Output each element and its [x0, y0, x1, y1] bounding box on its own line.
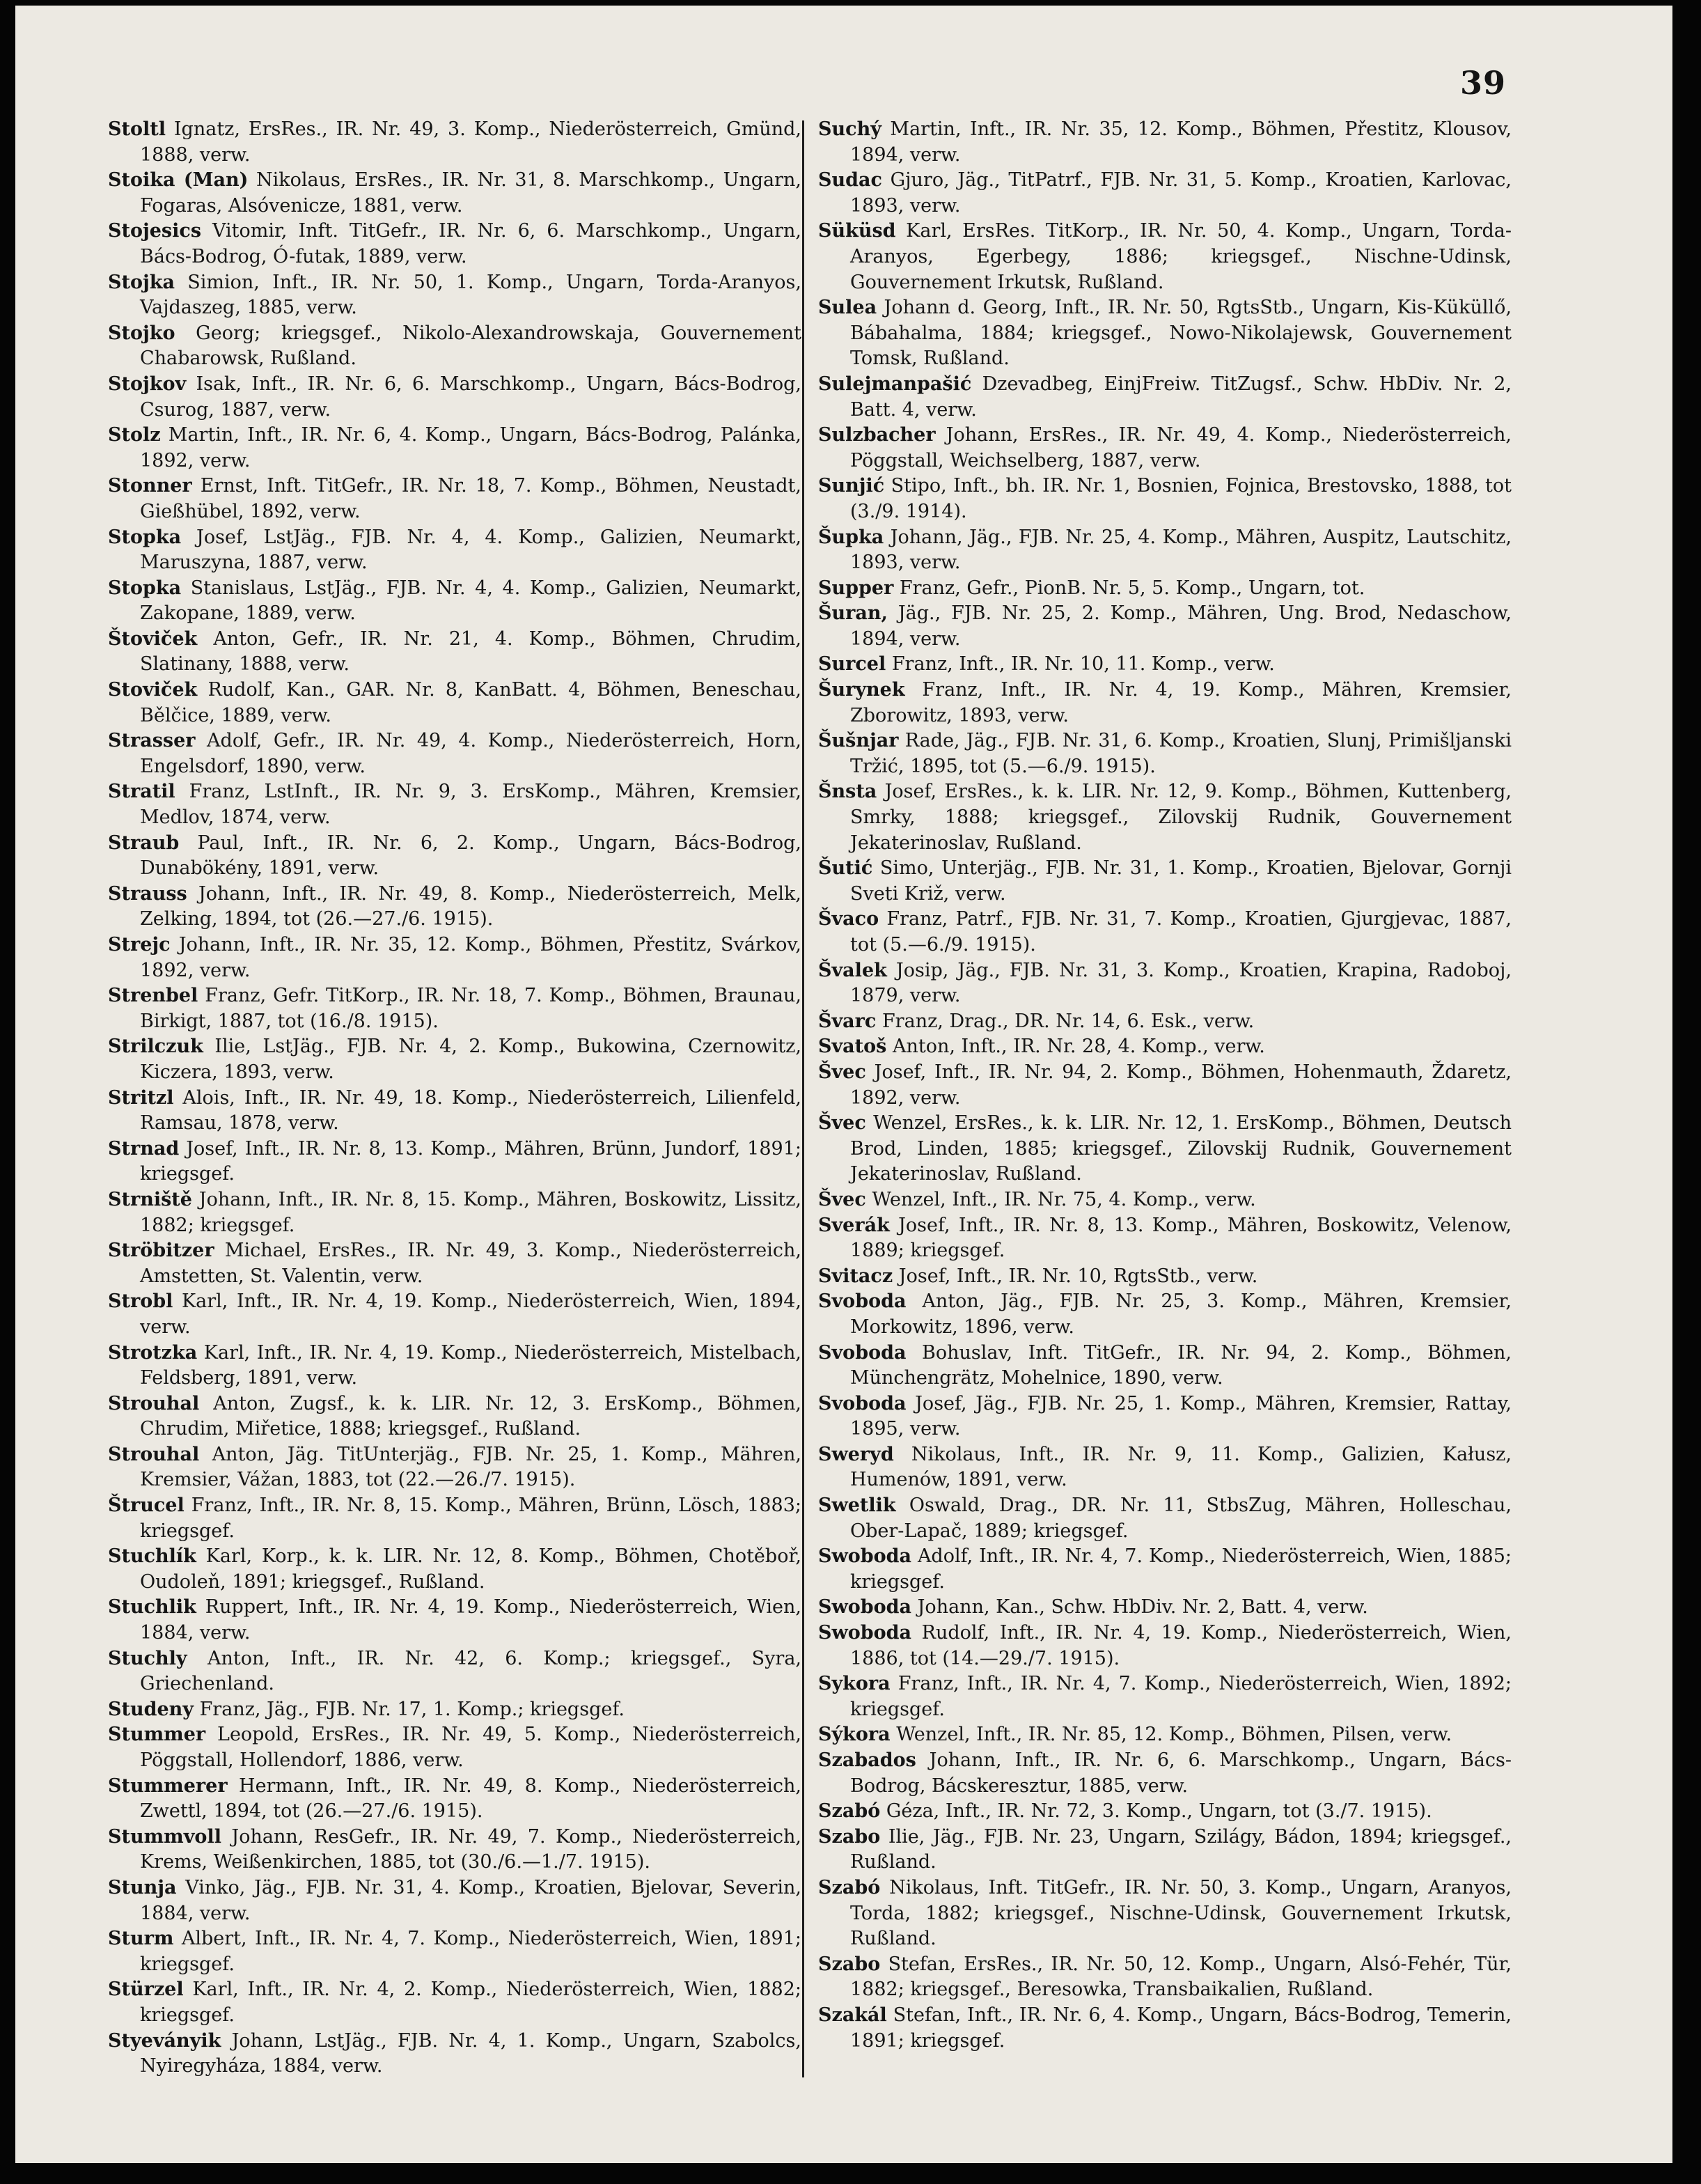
entry-surname: Švarc — [818, 1010, 877, 1032]
list-item — [818, 1671, 1512, 1722]
entry-details: Stefan, ErsRes., IR. Nr. 50, 12. Komp., Ungarn, Alsó-Fehér, Tür, 1882; kriegsgef., Beresowka, Transbaikalien, Rußland. — [850, 1953, 1512, 2001]
entry-details: Isak, Inft., IR. Nr. 6, 6. Marschkomp., Ungarn, Bács-Bodrog, Csurog, 1887, verw. — [140, 373, 801, 421]
entry-details: Anton, Inft., IR. Nr. 42, 6. Komp.; kriegsgef., Syra, Griechenland. — [140, 1647, 801, 1695]
list-item — [818, 1595, 1512, 1621]
entry-surname: Strotzka — [108, 1341, 198, 1364]
list-item — [818, 423, 1512, 474]
list-item — [108, 576, 801, 627]
list-item — [108, 1289, 801, 1340]
entry-details: Karl, Korp., k. k. LIR. Nr. 12, 8. Komp., Böhmen, Chotěboř, Oudoleň, 1891; kriegsgef., Rußland. — [140, 1545, 801, 1593]
entry-details: Adolf, Gefr., IR. Nr. 49, 4. Komp., Niederösterreich, Horn, Engelsdorf, 1890, verw. — [140, 730, 801, 777]
entry-surname: Strauss — [108, 882, 187, 905]
entry-details: Johann, Kan., Schw. HbDiv. Nr. 2, Batt. 4, verw. — [917, 1596, 1368, 1618]
entry-surname: Stratil — [108, 781, 175, 803]
list-item — [818, 1825, 1512, 1875]
entry-surname: Švec — [818, 1061, 866, 1083]
list-item — [108, 1238, 801, 1289]
list-item — [818, 1034, 1512, 1060]
entry-details: Anton, Gefr., IR. Nr. 21, 4. Komp., Böhmen, Chrudim, Slatinany, 1888, verw. — [140, 627, 801, 676]
entry-details: Franz, Inft., IR. Nr. 10, 11. Komp., verw. — [891, 653, 1275, 676]
entry-details: Georg; kriegsgef., Nikolo-Alexandrowskaja, Gouvernement Chabarowsk, Rußland. — [140, 322, 801, 370]
entry-details: Ilie, Jäg., FJB. Nr. 23, Ungarn, Szilágy, Bádon, 1894; kriegsgef., Rußland. — [850, 1825, 1512, 1873]
entry-details: Johann, ErsRes., IR. Nr. 49, 4. Komp., Niederösterreich, Pöggstall, Weichselberg, 1887, verw. — [850, 424, 1512, 471]
entry-details: Josef, ErsRes., k. k. LIR. Nr. 12, 9. Komp., Böhmen, Kuttenberg, Smrky, 1888; kriegsgef., Zilovskij Rudnik, Gouvernement Jekaterinoslav, Rußland. — [850, 781, 1512, 854]
entry-surname: Stuchlik — [108, 1596, 196, 1618]
list-item — [108, 525, 801, 576]
entry-details: Karl, Inft., IR. Nr. 4, 19. Komp., Niederösterreich, Mistelbach, Feldsberg, 1891, verw. — [140, 1341, 801, 1389]
entry-details: Wenzel, Inft., IR. Nr. 75, 4. Komp., verw. — [872, 1188, 1256, 1210]
entry-details: Franz, Jäg., FJB. Nr. 17, 1. Komp.; kriegsgef. — [199, 1698, 625, 1720]
entry-surname: Sulejmanpašić — [818, 373, 972, 395]
entry-details: Dzevadbeg, EinjFreiw. TitZugsf., Schw. HbDiv. Nr. 2, Batt. 4, verw. — [850, 373, 1512, 421]
entry-details: Nikolaus, ErsRes., IR. Nr. 31, 8. Marschkomp., Ungarn, Fogaras, Alsóvenicze, 1881, verw. — [140, 169, 801, 217]
entry-surname: Stürzel — [108, 1979, 184, 2001]
entry-surname: Swoboda — [818, 1596, 912, 1618]
entry-surname: Sverák — [818, 1214, 890, 1236]
entry-surname: Stummvoll — [108, 1825, 221, 1848]
list-item — [108, 728, 801, 779]
entry-details: Nikolaus, Inft. TitGefr., IR. Nr. 50, 3. Komp., Ungarn, Aranyos, Torda, 1882; kriegsgef., Nischne-Udinsk, Gouvernement Irkutsk, Rußland. — [850, 1876, 1512, 1950]
list-item — [108, 372, 801, 423]
entry-surname: Stuchlík — [108, 1545, 196, 1568]
entry-details: Martin, Inft., IR. Nr. 35, 12. Komp., Böhmen, Přestitz, Klousov, 1894, verw. — [850, 118, 1512, 166]
entry-details: Johann, Inft., IR. Nr. 35, 12. Komp., Böhmen, Přestitz, Svárkov, 1892, verw. — [140, 934, 801, 981]
entry-surname: Šurynek — [818, 679, 905, 701]
entry-details: Anton, Jäg., FJB. Nr. 25, 3. Komp., Mähren, Kremsier, Morkowitz, 1896, verw. — [850, 1290, 1512, 1338]
entry-surname: Svoboda — [818, 1341, 907, 1364]
list-item — [818, 728, 1512, 779]
list-item — [818, 576, 1512, 602]
list-item — [818, 1391, 1512, 1442]
entry-details: Adolf, Inft., IR. Nr. 4, 7. Komp., Niederösterreich, Wien, 1885; kriegsgef. — [850, 1545, 1512, 1593]
entry-surname: Šutić — [818, 857, 873, 880]
entry-details: Franz, LstInft., IR. Nr. 9, 3. ErsKomp., Mähren, Kremsier, Medlov, 1874, verw. — [140, 781, 801, 829]
entry-details: Josef, Inft., IR. Nr. 10, RgtsStb., verw. — [898, 1265, 1258, 1287]
entry-surname: Ströbitzer — [108, 1240, 214, 1262]
list-item — [818, 1799, 1512, 1825]
entry-details: Ignatz, ErsRes., IR. Nr. 49, 3. Komp., Niederösterreich, Gmünd, 1888, verw. — [140, 118, 801, 166]
entry-details: Josip, Jäg., FJB. Nr. 31, 3. Komp., Kroatien, Krapina, Radoboj, 1879, verw. — [850, 959, 1512, 1007]
entry-surname: Sulzbacher — [818, 424, 936, 446]
entry-surname: Swetlik — [818, 1495, 896, 1517]
list-item — [818, 219, 1512, 295]
document-page — [15, 6, 1672, 2163]
entry-details: Johann, Jäg., FJB. Nr. 25, 4. Komp., Mähren, Auspitz, Lautschitz, 1893, verw. — [850, 526, 1512, 574]
entry-surname: Swoboda — [818, 1545, 912, 1568]
entry-details: Vinko, Jäg., FJB. Nr. 31, 4. Komp., Kroatien, Bjelovar, Severin, 1884, verw. — [140, 1876, 801, 1924]
list-item — [108, 321, 801, 372]
entry-surname: Suchý — [818, 118, 881, 140]
entry-details: Franz, Inft., IR. Nr. 8, 15. Komp., Mähren, Brünn, Lösch, 1883; kriegsgef. — [140, 1495, 801, 1542]
entry-details: Stefan, Inft., IR. Nr. 6, 4. Komp., Ungarn, Bács-Bodrog, Temerin, 1891; kriegsgef. — [850, 2004, 1512, 2052]
entry-surname: Stoviček — [108, 679, 198, 701]
list-item — [108, 983, 801, 1034]
list-item — [818, 1442, 1512, 1493]
entry-details: Gjuro, Jäg., TitPatrf., FJB. Nr. 31, 5. Komp., Kroatien, Karlovac, 1893, verw. — [850, 169, 1512, 217]
list-item — [818, 779, 1512, 856]
entry-details: Johann, LstJäg., FJB. Nr. 4, 1. Komp., Ungarn, Szabolcs, Nyiregyháza, 1884, verw. — [140, 2029, 801, 2077]
entry-surname: Szakál — [818, 2004, 887, 2026]
list-item — [108, 1875, 801, 1926]
entry-details: Wenzel, Inft., IR. Nr. 85, 12. Komp., Böhmen, Pilsen, verw. — [896, 1724, 1452, 1746]
entry-details: Vitomir, Inft. TitGefr., IR. Nr. 6, 6. Marschkomp., Ungarn, Bács-Bodrog, Ó-futak, 1889, verw. — [140, 220, 801, 267]
entry-details: Albert, Inft., IR. Nr. 4, 7. Komp., Niederösterreich, Wien, 1891; kriegsgef. — [140, 1928, 801, 1975]
list-item — [108, 678, 801, 728]
entry-surname: Szabo — [818, 1953, 881, 1975]
list-item — [818, 856, 1512, 907]
list-item — [818, 117, 1512, 168]
entry-surname: Stopka — [108, 526, 182, 548]
list-item — [108, 1646, 801, 1697]
list-item — [108, 627, 801, 678]
entry-details: Stanislaus, LstJäg., FJB. Nr. 4, 4. Komp., Galizien, Neumarkt, Zakopane, 1889, verw. — [140, 577, 802, 625]
entry-details: Ruppert, Inft., IR. Nr. 4, 19. Komp., Niederösterreich, Wien, 1884, verw. — [140, 1596, 801, 1644]
entry-surname: Strouhal — [108, 1443, 200, 1465]
entry-details: Michael, ErsRes., IR. Nr. 49, 3. Komp., Niederösterreich, Amstetten, St. Valentin, verw. — [140, 1240, 801, 1287]
entry-details: Rudolf, Inft., IR. Nr. 4, 19. Komp., Niederösterreich, Wien, 1886, tot (14.—29./7. 1915). — [850, 1622, 1512, 1669]
entry-surname: Švec — [818, 1112, 866, 1134]
entry-surname: Stopka — [108, 577, 182, 599]
entry-surname: Stummer — [108, 1724, 206, 1746]
entry-surname: Stritzl — [108, 1086, 174, 1109]
entry-surname: Stoltl — [108, 118, 166, 140]
entry-surname: Sulea — [818, 297, 877, 319]
list-item — [108, 1774, 801, 1825]
list-item — [818, 474, 1512, 524]
entry-surname: Svoboda — [818, 1290, 907, 1313]
right-column — [818, 117, 1512, 2054]
entry-surname: Stojko — [108, 322, 175, 344]
entry-surname: Szabo — [818, 1825, 881, 1848]
entry-surname: Sturm — [108, 1928, 174, 1950]
entry-surname: Šnsta — [818, 781, 877, 803]
entry-details: Bohuslav, Inft. TitGefr., IR. Nr. 94, 2. Komp., Böhmen, Münchengrätz, Mohelnice, 1890, verw. — [850, 1341, 1512, 1389]
entry-surname: Sýkora — [818, 1724, 891, 1746]
list-item — [108, 1086, 801, 1137]
list-item — [108, 1493, 801, 1544]
list-item — [108, 1391, 801, 1442]
entry-surname: Surcel — [818, 653, 886, 676]
list-item — [108, 831, 801, 882]
list-item — [818, 2003, 1512, 2054]
entry-surname: Swoboda — [818, 1622, 912, 1644]
entry-surname: Strenbel — [108, 985, 198, 1007]
entry-surname: Szabó — [818, 1876, 881, 1898]
entry-details: Simo, Unterjäg., FJB. Nr. 31, 1. Komp., Kroatien, Bjelovar, Gornji Sveti Križ, verw. — [850, 857, 1512, 905]
entry-surname: Svatoš — [818, 1036, 887, 1058]
entry-surname: Švalek — [818, 959, 887, 981]
entry-details: Karl, ErsRes. TitKorp., IR. Nr. 50, 4. Komp., Ungarn, Torda-Aranyos, Egerbegy, 1886; kriegsgef., Nischne-Udinsk, Gouvernement Irkutsk, Rußland. — [850, 220, 1512, 293]
entry-details: Johann, ResGefr., IR. Nr. 49, 7. Komp., Niederösterreich, Krems, Weißenkirchen, 1885, tot (30./6.—1./7. 1915). — [140, 1825, 802, 1873]
entry-surname: Strejc — [108, 934, 171, 956]
entry-details: Paul, Inft., IR. Nr. 6, 2. Komp., Ungarn, Bács-Bodrog, Dunabökény, 1891, verw. — [140, 832, 801, 880]
entry-surname: Švaco — [818, 908, 879, 930]
list-item — [818, 652, 1512, 678]
list-item — [818, 295, 1512, 372]
entry-surname: Strnad — [108, 1137, 180, 1160]
entry-surname: Stojkov — [108, 373, 187, 395]
entry-details: Anton, Inft., IR. Nr. 28, 4. Komp., verw. — [892, 1036, 1265, 1058]
entry-surname: Sunjić — [818, 475, 885, 497]
entry-details: Jäg., FJB. Nr. 25, 2. Komp., Mähren, Ung. Brod, Nedaschow, 1894, verw. — [850, 602, 1512, 650]
list-item — [818, 1341, 1512, 1391]
entry-details: Johann, Inft., IR. Nr. 6, 6. Marschkomp., Ungarn, Bács-Bodrog, Bácskeresztur, 1885, verw. — [850, 1749, 1512, 1797]
entry-details: Géza, Inft., IR. Nr. 72, 3. Komp., Ungarn, tot (3./7. 1915). — [886, 1800, 1432, 1823]
list-item — [818, 1952, 1512, 2003]
entry-surname: Szabados — [818, 1749, 916, 1771]
entry-details: Alois, Inft., IR. Nr. 49, 18. Komp., Niederösterreich, Lilienfeld, Ramsau, 1878, verw. — [140, 1086, 801, 1134]
entry-details: Josef, Inft., IR. Nr. 94, 2. Komp., Böhmen, Hohenmauth, Ždaretz, 1892, verw. — [850, 1061, 1512, 1109]
list-item — [108, 219, 801, 270]
entry-details: Anton, Jäg. TitUnterjäg., FJB. Nr. 25, 1. Komp., Mähren, Kremsier, Vážan, 1883, tot (22.—26./7. 1915). — [140, 1443, 801, 1491]
entry-details: Martin, Inft., IR. Nr. 6, 4. Komp., Ungarn, Bács-Bodrog, Palánka, 1892, verw. — [140, 424, 801, 471]
entry-surname: Švec — [818, 1188, 866, 1210]
list-item — [818, 678, 1512, 728]
entry-details: Oswald, Drag., DR. Nr. 11, StbsZug, Mähren, Holleschau, Ober-Lapač, 1889; kriegsgef. — [850, 1495, 1512, 1542]
entry-details: Franz, Inft., IR. Nr. 4, 19. Komp., Mähren, Kremsier, Zborowitz, 1893, verw. — [850, 679, 1512, 726]
list-item — [818, 601, 1512, 652]
entry-surname: Šušnjar — [818, 730, 899, 752]
entry-details: Nikolaus, Inft., IR. Nr. 9, 11. Komp., Galizien, Kałusz, Humenów, 1891, verw. — [850, 1443, 1512, 1491]
list-item — [108, 117, 801, 168]
entry-details: Anton, Zugsf., k. k. LIR. Nr. 12, 3. ErsKomp., Böhmen, Chrudim, Miřetice, 1888; kriegsgef., Rußland. — [140, 1392, 801, 1440]
entry-details: Franz, Inft., IR. Nr. 4, 7. Komp., Niederösterreich, Wien, 1892; kriegsgef. — [850, 1673, 1512, 1720]
entry-details: Josef, LstJäg., FJB. Nr. 4, 4. Komp., Galizien, Neumarkt, Maruszyna, 1887, verw. — [140, 526, 801, 574]
entry-surname: Stunja — [108, 1876, 177, 1898]
left-column — [108, 117, 801, 2080]
list-item — [108, 1697, 801, 1723]
entry-details: Karl, Inft., IR. Nr. 4, 2. Komp., Niederösterreich, Wien, 1882; kriegsgef. — [140, 1979, 801, 2026]
entry-surname: Strasser — [108, 730, 196, 752]
entry-surname: Studeny — [108, 1698, 194, 1720]
entry-details: Leopold, ErsRes., IR. Nr. 49, 5. Komp., Niederösterreich, Pöggstall, Hollendorf, 1886, verw. — [140, 1724, 801, 1771]
entry-details: Ernst, Inft. TitGefr., IR. Nr. 18, 7. Komp., Böhmen, Neustadt, Gießhübel, 1892, verw. — [140, 475, 801, 522]
entry-details: Franz, Gefr. TitKorp., IR. Nr. 18, 7. Komp., Böhmen, Braunau, Birkigt, 1887, tot (16./8. 1915). — [140, 985, 801, 1032]
list-item — [108, 2029, 801, 2080]
entry-details: Johann, Inft., IR. Nr. 8, 15. Komp., Mähren, Boskowitz, Lissitz, 1882; kriegsgef. — [140, 1188, 801, 1236]
entry-surname: Strobl — [108, 1290, 173, 1313]
list-item — [818, 1493, 1512, 1544]
entry-details: Hermann, Inft., IR. Nr. 49, 8. Komp., Niederösterreich, Zwettl, 1894, tot (26.—27./6. 1915). — [140, 1774, 801, 1823]
entry-surname: Stonner — [108, 475, 192, 497]
list-item — [108, 1034, 801, 1085]
list-item — [108, 1926, 801, 1977]
entry-details: Simion, Inft., IR. Nr. 50, 1. Komp., Ungarn, Torda-Aranyos, Vajdaszeg, 1885, verw. — [140, 271, 801, 319]
list-item — [818, 1213, 1512, 1264]
entry-surname: Stoika (Man) — [108, 169, 249, 192]
entry-surname: Štrucel — [108, 1495, 185, 1517]
list-item — [108, 779, 801, 830]
list-item — [818, 958, 1512, 1009]
list-item — [108, 1341, 801, 1391]
entry-surname: Sudac — [818, 169, 882, 192]
list-item — [818, 1722, 1512, 1748]
list-item — [818, 1875, 1512, 1952]
entry-details: Rudolf, Kan., GAR. Nr. 8, KanBatt. 4, Böhmen, Beneschau, Bělčice, 1889, verw. — [140, 679, 801, 726]
entry-details: Ilie, LstJäg., FJB. Nr. 4, 2. Komp., Bukowina, Czernowitz, Kiczera, 1893, verw. — [140, 1036, 801, 1083]
list-item — [818, 1748, 1512, 1799]
list-item — [818, 1289, 1512, 1340]
entry-details: Johann, Inft., IR. Nr. 49, 8. Komp., Niederösterreich, Melk, Zelking, 1894, tot (26.—27./6. 1915). — [140, 882, 801, 930]
list-item — [818, 1264, 1512, 1290]
page-number: 39 — [1460, 64, 1507, 102]
list-item — [818, 1187, 1512, 1213]
list-item — [818, 1544, 1512, 1595]
list-item — [108, 1825, 801, 1875]
list-item — [818, 1621, 1512, 1671]
entry-surname: Styeványik — [108, 2029, 221, 2052]
entry-surname: Šupka — [818, 526, 884, 548]
entry-surname: Štoviček — [108, 627, 198, 650]
entry-details: Franz, Drag., DR. Nr. 14, 6. Esk., verw. — [881, 1010, 1255, 1032]
list-item — [818, 1009, 1512, 1035]
entry-details: Wenzel, ErsRes., k. k. LIR. Nr. 12, 1. ErsKomp., Böhmen, Deutsch Brod, Linden, 1885; kriegsgef., Zilovskij Rudnik, Gouvernement Jekaterinoslav, Rußland. — [850, 1112, 1512, 1185]
entry-details: Josef, Jäg., FJB. Nr. 25, 1. Komp., Mähren, Kremsier, Rattay, 1895, verw. — [850, 1392, 1512, 1440]
entry-surname: Szabó — [818, 1800, 881, 1823]
list-item — [108, 933, 801, 983]
entry-surname: Svitacz — [818, 1265, 893, 1287]
entry-surname: Sykora — [818, 1673, 891, 1695]
entry-surname: Šuran, — [818, 602, 888, 625]
entry-details: Josef, Inft., IR. Nr. 8, 13. Komp., Mähren, Boskowitz, Velenow, 1889; kriegsgef. — [850, 1214, 1512, 1262]
entry-surname: Supper — [818, 577, 894, 599]
list-item — [108, 882, 801, 933]
list-item — [818, 372, 1512, 423]
list-item — [818, 907, 1512, 958]
list-item — [108, 270, 801, 321]
entry-surname: Stolz — [108, 424, 161, 446]
entry-details: Karl, Inft., IR. Nr. 4, 19. Komp., Niederösterreich, Wien, 1894, verw. — [140, 1290, 801, 1338]
list-item — [108, 1544, 801, 1595]
entry-surname: Stojesics — [108, 220, 202, 242]
list-item — [818, 1060, 1512, 1111]
list-item — [818, 1111, 1512, 1187]
list-item — [108, 1977, 801, 2028]
list-item — [108, 1442, 801, 1493]
entry-surname: Stuchly — [108, 1647, 187, 1669]
entry-details: Josef, Inft., IR. Nr. 8, 13. Komp., Mähren, Brünn, Jundorf, 1891; kriegsgef. — [140, 1137, 801, 1185]
entry-details: Franz, Gefr., PionB. Nr. 5, 5. Komp., Ungarn, tot. — [899, 577, 1365, 599]
entry-surname: Strouhal — [108, 1392, 200, 1414]
list-item — [108, 1595, 801, 1646]
entry-details: Stipo, Inft., bh. IR. Nr. 1, Bosnien, Fojnica, Brestovsko, 1888, tot (3./9. 1914). — [850, 475, 1512, 522]
entry-surname: Sweryd — [818, 1443, 894, 1465]
entry-details: Franz, Patrf., FJB. Nr. 31, 7. Komp., Kroatien, Gjurgjevac, 1887, tot (5.—6./9. 1915). — [850, 908, 1512, 956]
list-item — [108, 474, 801, 524]
list-item — [818, 525, 1512, 576]
list-item — [108, 423, 801, 474]
entry-details: Rade, Jäg., FJB. Nr. 31, 6. Komp., Kroatien, Slunj, Primišljanski Tržić, 1895, tot (5.—6./9. 1915). — [850, 730, 1512, 777]
list-item — [108, 168, 801, 219]
entry-surname: Svoboda — [818, 1392, 907, 1414]
entry-surname: Straub — [108, 832, 180, 854]
entry-surname: Stummerer — [108, 1774, 228, 1797]
entry-details: Johann d. Georg, Inft., IR. Nr. 50, RgtsStb., Ungarn, Kis-Küküllő, Bábahalma, 1884; kriegsgef., Nowo-Nikolajewsk, Gouvernement Tomsk, Rußland. — [850, 297, 1512, 370]
entry-surname: Stojka — [108, 271, 175, 293]
column-divider — [802, 120, 804, 2077]
entry-surname: Süküsd — [818, 220, 896, 242]
list-item — [818, 168, 1512, 219]
list-item — [108, 1722, 801, 1773]
entry-surname: Strniště — [108, 1188, 192, 1210]
entry-surname: Strilczuk — [108, 1036, 203, 1058]
list-item — [108, 1137, 801, 1187]
list-item — [108, 1187, 801, 1238]
